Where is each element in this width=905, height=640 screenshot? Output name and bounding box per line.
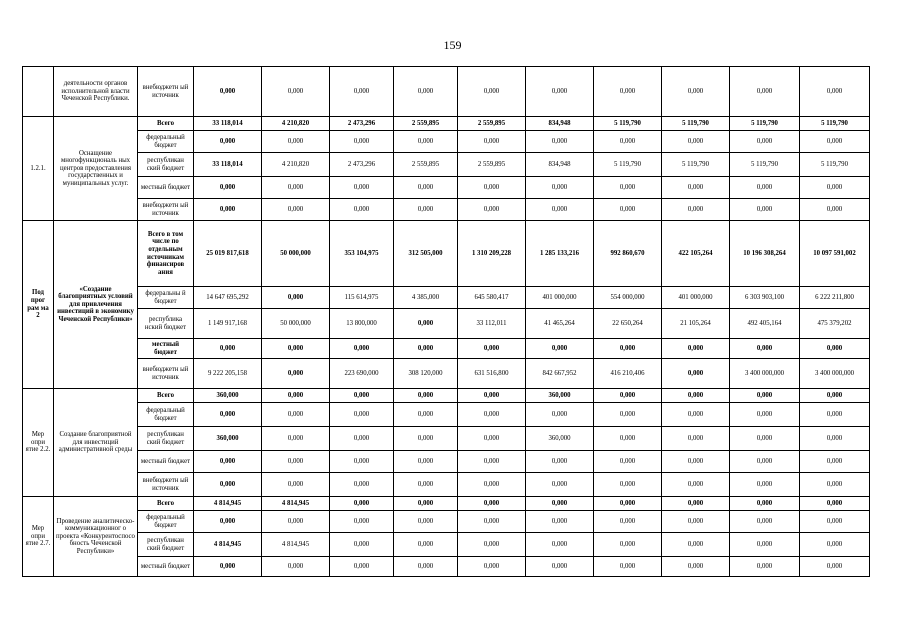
value-cell: 2 473,296: [330, 153, 394, 177]
value-cell: 0,000: [730, 199, 800, 221]
funding-source: внебюджетн ый источник: [138, 473, 194, 497]
table-row: [23, 473, 870, 497]
value-cell: 0,000: [800, 67, 870, 117]
table-row: [23, 131, 870, 153]
funding-source: внебюджетн ый источник: [138, 67, 194, 117]
value-cell: 0,000: [594, 389, 662, 403]
value-cell: 41 465,264: [526, 309, 594, 339]
value-cell: 0,000: [662, 497, 730, 511]
value-cell: 0,000: [526, 67, 594, 117]
value-cell: 4 210,820: [262, 117, 330, 131]
value-cell: 842 667,952: [526, 359, 594, 389]
value-cell: 0,000: [730, 67, 800, 117]
value-cell: 416 210,406: [594, 359, 662, 389]
value-cell: 0,000: [662, 359, 730, 389]
value-cell: 0,000: [394, 199, 458, 221]
value-cell: 9 222 205,158: [194, 359, 262, 389]
value-cell: 25 019 817,618: [194, 221, 262, 287]
funding-source: республикан ский бюджет: [138, 427, 194, 451]
value-cell: 0,000: [330, 131, 394, 153]
section-code: Под прог рам ма 2: [23, 221, 54, 389]
table-row: [23, 339, 870, 359]
value-cell: 0,000: [730, 177, 800, 199]
value-cell: 0,000: [394, 473, 458, 497]
value-cell: 0,000: [262, 287, 330, 309]
value-cell: 834,948: [526, 117, 594, 131]
value-cell: 0,000: [594, 427, 662, 451]
value-cell: 834,948: [526, 153, 594, 177]
value-cell: 0,000: [458, 177, 526, 199]
value-cell: 0,000: [194, 557, 262, 577]
value-cell: 5 119,790: [800, 153, 870, 177]
value-cell: 0,000: [594, 339, 662, 359]
table-row: [23, 403, 870, 427]
value-cell: 50 000,000: [262, 309, 330, 339]
value-cell: 0,000: [394, 511, 458, 533]
value-cell: 0,000: [730, 427, 800, 451]
funding-source: местный бюджет: [138, 177, 194, 199]
table-row: [23, 533, 870, 557]
value-cell: 2 559,895: [458, 117, 526, 131]
value-cell: 0,000: [194, 511, 262, 533]
value-cell: 0,000: [458, 389, 526, 403]
value-cell: 0,000: [458, 511, 526, 533]
value-cell: 0,000: [594, 533, 662, 557]
value-cell: 0,000: [800, 389, 870, 403]
value-cell: 0,000: [394, 497, 458, 511]
value-cell: 2 559,895: [394, 117, 458, 131]
value-cell: 0,000: [730, 131, 800, 153]
funding-source: внебюджетн ый источник: [138, 199, 194, 221]
value-cell: 0,000: [194, 403, 262, 427]
value-cell: 0,000: [262, 67, 330, 117]
value-cell: 0,000: [458, 131, 526, 153]
value-cell: 0,000: [730, 533, 800, 557]
section-code: [23, 67, 54, 117]
table-row: [23, 199, 870, 221]
value-cell: 0,000: [330, 67, 394, 117]
table-row: [23, 511, 870, 533]
value-cell: 5 119,790: [662, 117, 730, 131]
value-cell: 554 000,000: [594, 287, 662, 309]
value-cell: 0,000: [594, 131, 662, 153]
value-cell: 0,000: [662, 427, 730, 451]
funding-source: республика нский бюджет: [138, 309, 194, 339]
value-cell: 1 310 209,228: [458, 221, 526, 287]
value-cell: 0,000: [458, 557, 526, 577]
value-cell: 4 814,945: [262, 533, 330, 557]
table-row: [23, 389, 870, 403]
value-cell: 492 405,164: [730, 309, 800, 339]
value-cell: 0,000: [458, 451, 526, 473]
table-row: [23, 153, 870, 177]
value-cell: 5 119,790: [594, 117, 662, 131]
value-cell: 0,000: [194, 339, 262, 359]
value-cell: 0,000: [330, 497, 394, 511]
value-cell: 0,000: [526, 131, 594, 153]
value-cell: 0,000: [526, 339, 594, 359]
value-cell: 475 379,202: [800, 309, 870, 339]
value-cell: 0,000: [800, 533, 870, 557]
value-cell: 21 105,264: [662, 309, 730, 339]
value-cell: 0,000: [662, 389, 730, 403]
funding-source: внебюджетн ый источник: [138, 359, 194, 389]
value-cell: 4 210,820: [262, 153, 330, 177]
value-cell: 0,000: [526, 199, 594, 221]
value-cell: 0,000: [394, 533, 458, 557]
value-cell: 0,000: [662, 511, 730, 533]
value-cell: 0,000: [194, 451, 262, 473]
value-cell: 33 112,011: [458, 309, 526, 339]
value-cell: 0,000: [194, 67, 262, 117]
value-cell: 0,000: [458, 427, 526, 451]
funding-source: местный бюджет: [138, 557, 194, 577]
value-cell: 0,000: [730, 451, 800, 473]
funding-source: местный бюджет: [138, 451, 194, 473]
value-cell: 13 800,000: [330, 309, 394, 339]
value-cell: 0,000: [594, 67, 662, 117]
value-cell: 0,000: [594, 497, 662, 511]
value-cell: 14 647 695,292: [194, 287, 262, 309]
value-cell: 0,000: [458, 67, 526, 117]
value-cell: 0,000: [526, 497, 594, 511]
value-cell: 401 000,000: [662, 287, 730, 309]
funding-source: федеральный бюджет: [138, 511, 194, 533]
value-cell: 0,000: [800, 451, 870, 473]
value-cell: 6 303 903,100: [730, 287, 800, 309]
funding-source: республикан ский бюджет: [138, 533, 194, 557]
value-cell: 0,000: [330, 403, 394, 427]
value-cell: 1 285 133,216: [526, 221, 594, 287]
section-code: Мер опри ятие 2.7.: [23, 497, 54, 577]
value-cell: 0,000: [594, 199, 662, 221]
value-cell: 4 814,945: [262, 497, 330, 511]
value-cell: 0,000: [330, 533, 394, 557]
value-cell: 0,000: [526, 451, 594, 473]
funding-source: Всего: [138, 117, 194, 131]
value-cell: 0,000: [800, 199, 870, 221]
value-cell: 0,000: [394, 403, 458, 427]
table-row: [23, 451, 870, 473]
value-cell: 422 105,264: [662, 221, 730, 287]
value-cell: 0,000: [330, 451, 394, 473]
value-cell: 360,000: [194, 427, 262, 451]
value-cell: 0,000: [458, 199, 526, 221]
value-cell: 33 118,014: [194, 117, 262, 131]
value-cell: 0,000: [526, 533, 594, 557]
value-cell: 0,000: [394, 131, 458, 153]
value-cell: 0,000: [594, 403, 662, 427]
value-cell: 0,000: [730, 497, 800, 511]
value-cell: 0,000: [526, 403, 594, 427]
value-cell: 0,000: [594, 451, 662, 473]
table-row: [23, 67, 870, 117]
value-cell: 0,000: [662, 557, 730, 577]
value-cell: 0,000: [730, 557, 800, 577]
value-cell: 0,000: [800, 497, 870, 511]
value-cell: 0,000: [594, 177, 662, 199]
value-cell: 0,000: [262, 199, 330, 221]
value-cell: 0,000: [262, 177, 330, 199]
table-row: [23, 177, 870, 199]
value-cell: 0,000: [394, 67, 458, 117]
value-cell: 50 000,000: [262, 221, 330, 287]
value-cell: 10 196 308,264: [730, 221, 800, 287]
value-cell: 0,000: [730, 473, 800, 497]
value-cell: 0,000: [330, 389, 394, 403]
value-cell: 0,000: [800, 339, 870, 359]
funding-source: Всего в том числе по отдельным источникам финансиров ания: [138, 221, 194, 287]
value-cell: 5 119,790: [662, 153, 730, 177]
value-cell: 115 614,975: [330, 287, 394, 309]
table-row: [23, 497, 870, 511]
value-cell: 645 580,417: [458, 287, 526, 309]
value-cell: 223 690,000: [330, 359, 394, 389]
value-cell: 0,000: [330, 557, 394, 577]
value-cell: 0,000: [262, 427, 330, 451]
section-name: Проведение аналитическо-коммуникационног о проекта «Конкурентоспосо бность Чеченской Республики»: [54, 497, 138, 577]
value-cell: 5 119,790: [594, 153, 662, 177]
value-cell: 5 119,790: [730, 117, 800, 131]
value-cell: 2 559,895: [394, 153, 458, 177]
value-cell: 0,000: [662, 533, 730, 557]
value-cell: 0,000: [662, 403, 730, 427]
value-cell: 992 860,670: [594, 221, 662, 287]
value-cell: 0,000: [800, 557, 870, 577]
value-cell: 0,000: [594, 511, 662, 533]
value-cell: 0,000: [800, 177, 870, 199]
value-cell: 401 000,000: [526, 287, 594, 309]
value-cell: 312 505,000: [394, 221, 458, 287]
section-code: Мер опри ятие 2.2.: [23, 389, 54, 497]
value-cell: 4 814,945: [194, 497, 262, 511]
section-code: 1.2.1.: [23, 117, 54, 221]
value-cell: 0,000: [662, 177, 730, 199]
table-row: [23, 359, 870, 389]
value-cell: 631 516,800: [458, 359, 526, 389]
value-cell: 0,000: [662, 339, 730, 359]
value-cell: 0,000: [262, 557, 330, 577]
value-cell: 0,000: [262, 131, 330, 153]
value-cell: 4 385,000: [394, 287, 458, 309]
value-cell: 0,000: [262, 451, 330, 473]
value-cell: 0,000: [458, 403, 526, 427]
value-cell: 3 400 000,000: [800, 359, 870, 389]
value-cell: 10 097 591,002: [800, 221, 870, 287]
value-cell: 0,000: [194, 473, 262, 497]
value-cell: 0,000: [730, 511, 800, 533]
value-cell: 0,000: [394, 451, 458, 473]
value-cell: 2 473,296: [330, 117, 394, 131]
value-cell: 0,000: [800, 511, 870, 533]
funding-source: республикан ский бюджет: [138, 153, 194, 177]
value-cell: 0,000: [394, 177, 458, 199]
funding-source: местный бюджет: [138, 339, 194, 359]
value-cell: 0,000: [458, 533, 526, 557]
value-cell: 4 814,945: [194, 533, 262, 557]
section-name: Создание благоприятной для инвестиций административной среды: [54, 389, 138, 497]
table-row: [23, 309, 870, 339]
value-cell: 1 149 917,168: [194, 309, 262, 339]
funding-source: федеральный бюджет: [138, 131, 194, 153]
value-cell: 0,000: [526, 473, 594, 497]
value-cell: 360,000: [526, 427, 594, 451]
table-row: [23, 557, 870, 577]
value-cell: 0,000: [330, 339, 394, 359]
value-cell: 5 119,790: [730, 153, 800, 177]
value-cell: 0,000: [194, 131, 262, 153]
value-cell: 0,000: [730, 339, 800, 359]
value-cell: 0,000: [800, 473, 870, 497]
value-cell: 0,000: [262, 511, 330, 533]
value-cell: 0,000: [194, 199, 262, 221]
value-cell: 0,000: [262, 473, 330, 497]
value-cell: 0,000: [526, 557, 594, 577]
value-cell: 0,000: [330, 511, 394, 533]
value-cell: 0,000: [662, 473, 730, 497]
value-cell: 0,000: [330, 199, 394, 221]
table-row: [23, 221, 870, 287]
budget-table: [22, 66, 870, 577]
value-cell: 0,000: [662, 67, 730, 117]
value-cell: 0,000: [594, 557, 662, 577]
value-cell: 360,000: [194, 389, 262, 403]
section-name: деятельности органов исполнительной власти Чеченской Республики.: [54, 67, 138, 117]
value-cell: 0,000: [800, 131, 870, 153]
value-cell: 0,000: [262, 339, 330, 359]
value-cell: 0,000: [800, 427, 870, 451]
table-row: [23, 287, 870, 309]
section-name: «Создание благоприятных условий для привлечения инвестиций в экономику Чеченской Республики»: [54, 221, 138, 389]
value-cell: 0,000: [330, 473, 394, 497]
value-cell: 0,000: [730, 403, 800, 427]
table-row: [23, 427, 870, 451]
value-cell: 0,000: [662, 451, 730, 473]
value-cell: 0,000: [526, 511, 594, 533]
value-cell: 5 119,790: [800, 117, 870, 131]
value-cell: 0,000: [262, 403, 330, 427]
value-cell: 0,000: [394, 557, 458, 577]
funding-source: федеральны й бюджет: [138, 287, 194, 309]
value-cell: 0,000: [394, 427, 458, 451]
value-cell: 360,000: [526, 389, 594, 403]
value-cell: 22 650,264: [594, 309, 662, 339]
value-cell: 6 222 211,800: [800, 287, 870, 309]
value-cell: 0,000: [800, 403, 870, 427]
value-cell: 0,000: [262, 389, 330, 403]
value-cell: 353 104,975: [330, 221, 394, 287]
value-cell: 0,000: [330, 427, 394, 451]
page-number: 159: [443, 38, 462, 52]
table-row: [23, 117, 870, 131]
section-name: Оснащение многофункциональ ных центров предоставления государственных и муниципальных услуг.: [54, 117, 138, 221]
value-cell: 3 400 000,000: [730, 359, 800, 389]
value-cell: 0,000: [458, 497, 526, 511]
value-cell: 0,000: [526, 177, 594, 199]
value-cell: 0,000: [458, 473, 526, 497]
value-cell: 0,000: [662, 131, 730, 153]
value-cell: 0,000: [458, 339, 526, 359]
value-cell: 0,000: [394, 339, 458, 359]
value-cell: 0,000: [662, 199, 730, 221]
value-cell: 0,000: [394, 309, 458, 339]
value-cell: 0,000: [394, 389, 458, 403]
value-cell: 0,000: [594, 473, 662, 497]
funding-source: Всего: [138, 389, 194, 403]
value-cell: 33 118,014: [194, 153, 262, 177]
value-cell: 308 120,000: [394, 359, 458, 389]
value-cell: 0,000: [194, 177, 262, 199]
value-cell: 0,000: [730, 389, 800, 403]
funding-source: федеральный бюджет: [138, 403, 194, 427]
funding-source: Всего: [138, 497, 194, 511]
value-cell: 2 559,895: [458, 153, 526, 177]
value-cell: 0,000: [262, 359, 330, 389]
value-cell: 0,000: [330, 177, 394, 199]
